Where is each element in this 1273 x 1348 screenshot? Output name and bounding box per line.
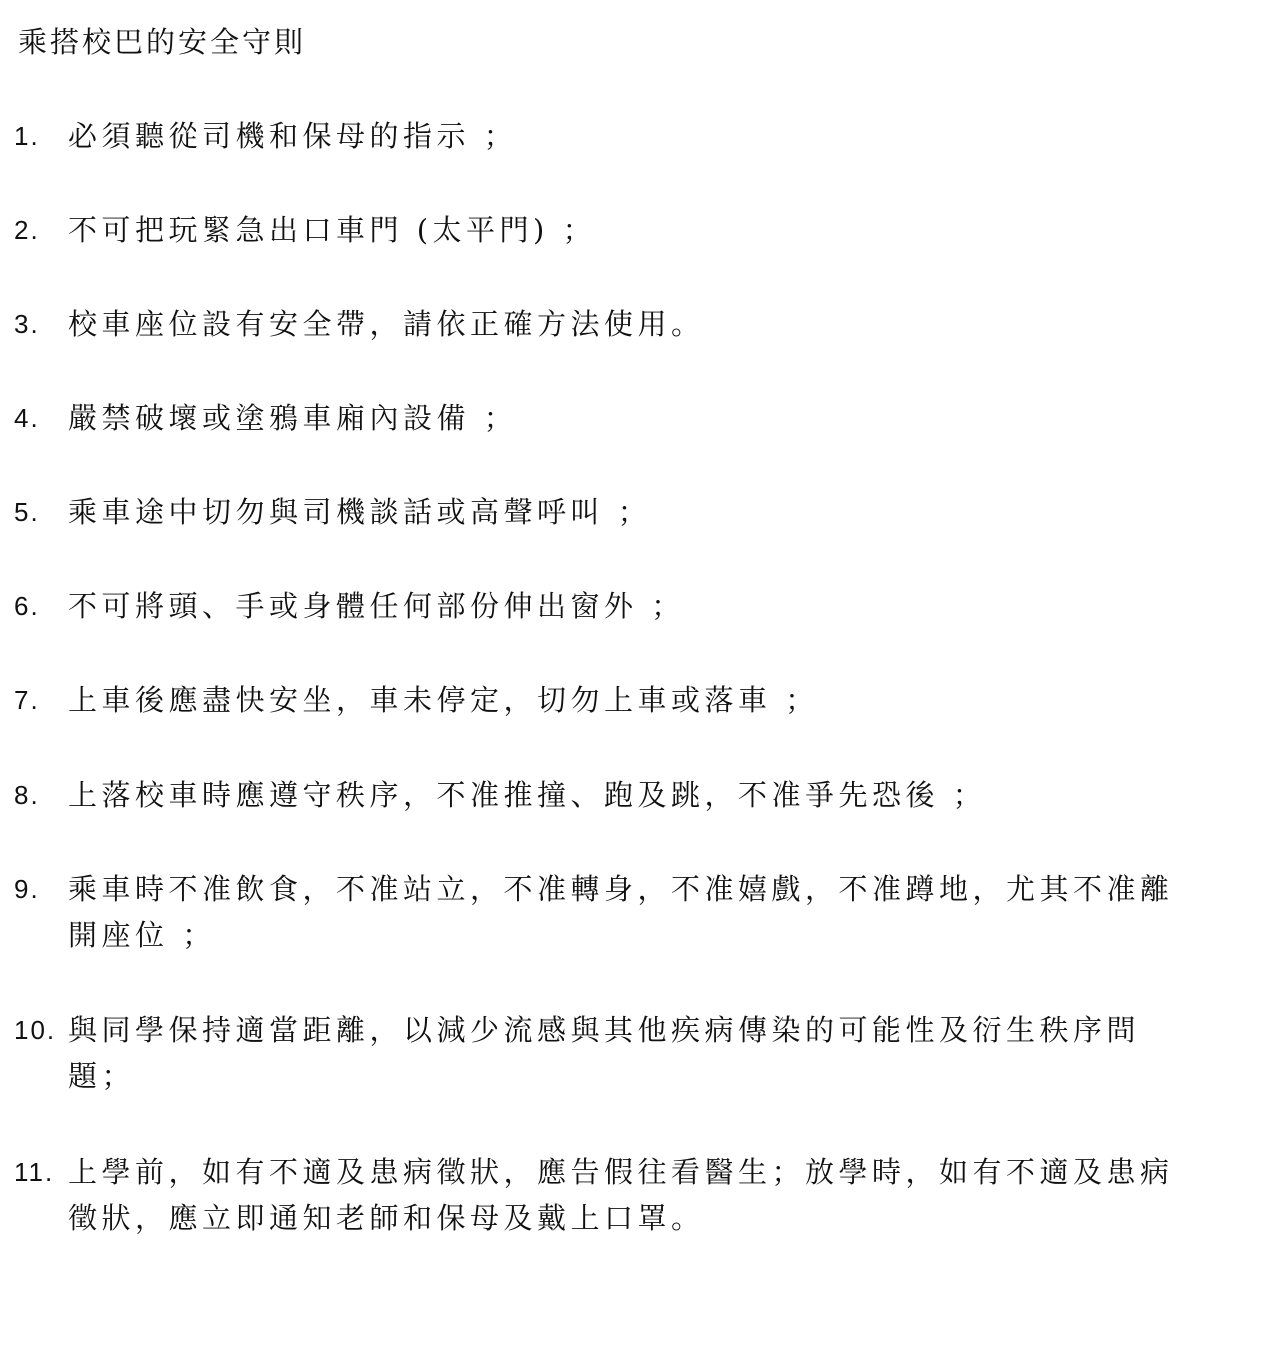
rule-text: 上車後應盡快安坐，車未停定，切勿上車或落車 ； bbox=[68, 683, 819, 717]
rule-number: 7. bbox=[14, 685, 40, 715]
rule-number: 4. bbox=[14, 403, 40, 433]
rule-number: 5. bbox=[14, 497, 40, 527]
rule-text: 上落校車時應遵守秩序，不准推撞、跑及跳，不准爭先恐後 ； bbox=[68, 778, 987, 812]
rule-text-line-1: 乘車時不准飲食，不准站立，不准轉身，不准嬉戲，不准蹲地，尤其不准離 bbox=[68, 872, 1174, 906]
rule-text: 校車座位設有安全帶，請依正確方法使用。 bbox=[68, 307, 705, 341]
rule-number: 9. bbox=[14, 874, 40, 904]
rule-text: 嚴禁破壞或塗鴉車廂內設備 ； bbox=[68, 401, 518, 435]
rule-text-line-1: 上學前，如有不適及患病徵狀，應告假往看醫生；放學時，如有不適及患病 bbox=[68, 1155, 1174, 1189]
rule-text-line-2: 開座位 ； bbox=[68, 918, 216, 952]
rule-text: 乘車途中切勿與司機談話或高聲呼叫 ； bbox=[68, 495, 652, 529]
rule-text: 必須聽從司機和保母的指示 ； bbox=[68, 119, 518, 153]
rule-text: 不可把玩緊急出口車門 (太平門) ； bbox=[68, 213, 597, 247]
rule-number: 10. bbox=[14, 1015, 57, 1045]
rule-number: 8. bbox=[14, 780, 40, 810]
rule-text-line-2: 徵狀，應立即通知老師和保母及戴上口罩。 bbox=[68, 1201, 705, 1235]
rule-text: 不可將頭、手或身體任何部份伸出窗外 ； bbox=[68, 589, 685, 623]
document-title: 乘搭校巴的安全守則 bbox=[18, 25, 307, 59]
rule-number: 2. bbox=[14, 215, 40, 245]
rule-number: 3. bbox=[14, 309, 40, 339]
rule-number: 6. bbox=[14, 591, 40, 621]
rule-text-line-1: 與同學保持適當距離，以減少流感與其他疾病傳染的可能性及衍生秩序問 bbox=[68, 1013, 1141, 1047]
rule-number: 1. bbox=[14, 121, 40, 151]
rule-number: 11. bbox=[14, 1157, 55, 1187]
rule-text-line-2: 題； bbox=[68, 1059, 136, 1093]
